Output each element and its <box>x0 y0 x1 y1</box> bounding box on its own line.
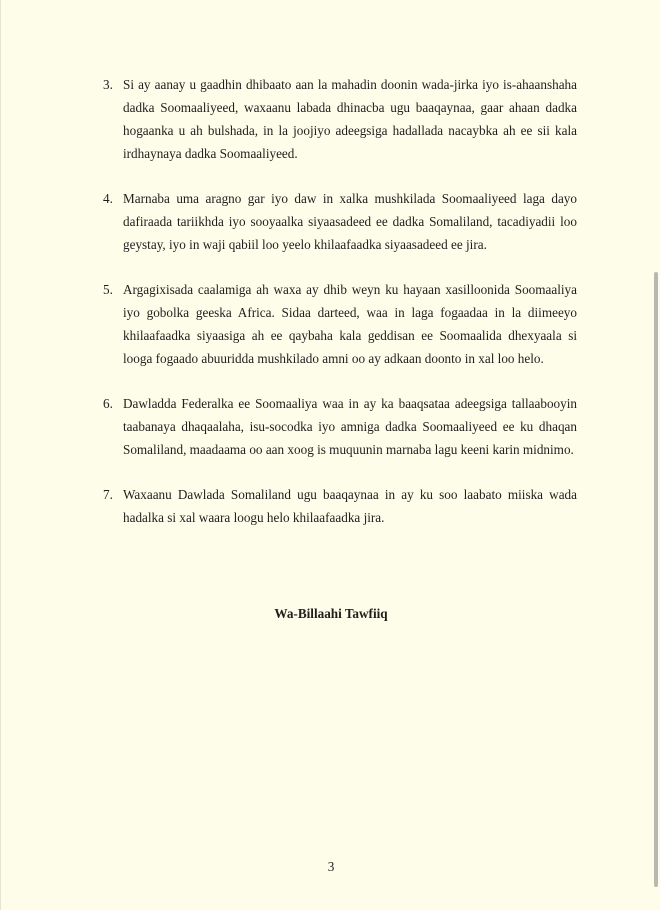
list-item-number: 3. <box>103 77 113 92</box>
list-item-number: 7. <box>103 487 113 502</box>
list-item-text: Si ay aanay u gaadhin dhibaato aan la mahadin doonin wada-jirka iyo is-ahaanshaha dadka Soomaaliyeed, waxaanu labada dhinacba ugu baaqaynaa, gaar ahaan dadka hogaanka u ah bulshada, in la joojiyo adeegsiga hadallada nacaybka ah ee sii kala irdhaynaya dadka Soomaaliyeed. <box>123 77 577 161</box>
scrollbar-thumb[interactable] <box>654 272 658 887</box>
list-item-number: 5. <box>103 282 113 297</box>
vertical-scrollbar[interactable] <box>652 0 660 910</box>
list-item <box>103 73 577 165</box>
list-item-number: 6. <box>103 396 113 411</box>
list-item-number: 4. <box>103 191 113 206</box>
list-item-text: Marnaba uma aragno gar iyo daw in xalka mushkilada Soomaaliyeed laga dayo dafiraada tariikhda iyo sooyaalka siyaasadeed ee dadka Somaliland, tacadiyadii loo geystay, iyo in waji qabiil loo yeelo khilaafaadka siyaasadeed ee jira. <box>123 191 577 252</box>
list-item-text: Waxaanu Dawlada Somaliland ugu baaqaynaa in ay ku soo laabato miiska wada hadalka si xal waara loogu helo khilaafaadka jira. <box>123 487 577 525</box>
list-item-text: Dawladda Federalka ee Soomaaliya waa in ay ka baaqsataa adeegsiga tallaabooyin taabanaya dhaqaalaha, isu-socodka iyo amniga dadka Soomaaliyeed ee ku dhaqan Somaliland, maadaama oo aan xoog is muquunin marnaba lagu keeni karin midnimo. <box>123 396 577 457</box>
list-item <box>103 483 577 529</box>
list-item <box>103 278 577 370</box>
list-item-text: Argagixisada caalamiga ah waxa ay dhib weyn ku hayaan xasilloonida Soomaaliya iyo gobolka geeska Africa. Sidaa darteed, waa in laga fogaadaa in la diimeeyo khilaafaadka siyaasiga ah ee qaybaha kala geddisan ee Soomaalida dhexyaala si looga fogaado abuuridda mushkilado amni oo ay adkaan doonto in xal loo helo. <box>123 282 577 366</box>
numbered-list <box>103 73 577 551</box>
closing-line: Wa-Billaahi Tawfiiq <box>274 606 388 621</box>
list-item <box>103 392 577 461</box>
list-item <box>103 187 577 256</box>
page-number: 3 <box>327 859 335 874</box>
